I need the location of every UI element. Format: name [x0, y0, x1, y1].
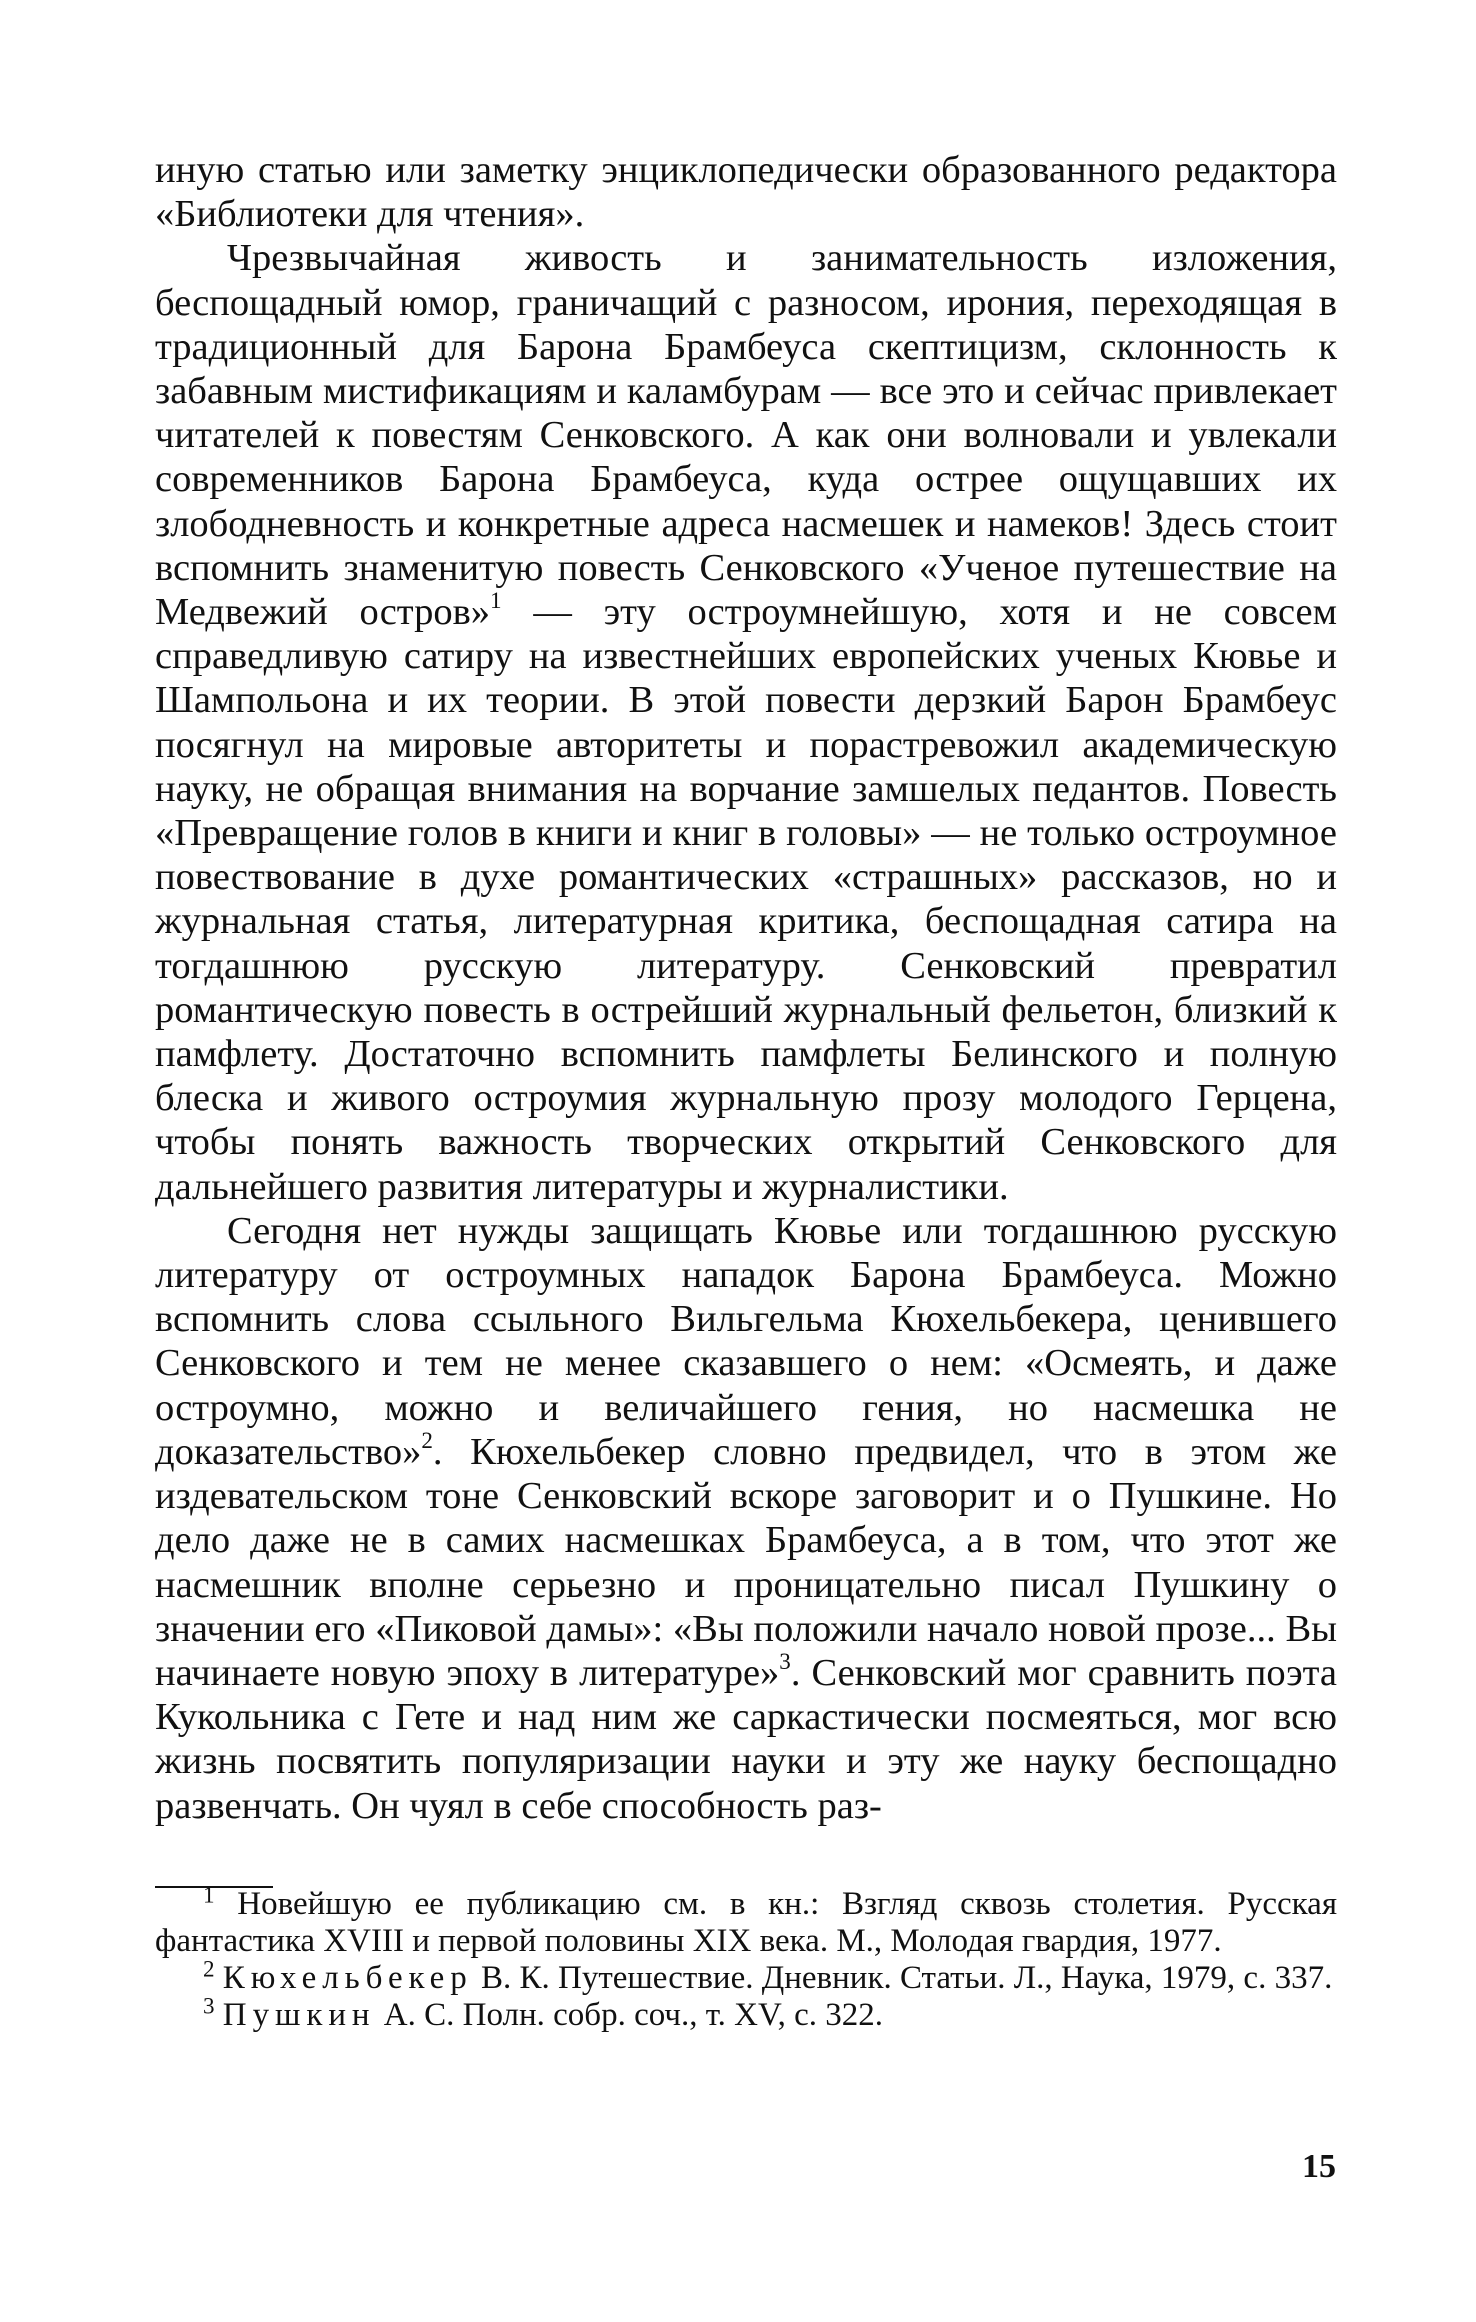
paragraph-text: Чрезвычайная живость и занимательность изложения, беспощадный юмор, граничащий с разносом, ирония, переходящая в традиционный для Барона Брамбеуса скептицизм, склонность к забавным мистификациям и каламбурам — все это и сейчас привлекает читателей к повестям Сенковского. А как они волновали и увлекали современников Барона Брамбеуса, куда острее ощущавших их злободневность и конкретные адреса насмешек и намеков! Здесь стоит вспомнить знаменитую повесть Сенковского «Ученое путешествие на Медвежий остров» — [155, 237, 1337, 634]
paragraph-text: Сегодня нет нужды защищать Кювье или тогдашнюю русскую литературу от остроумных нападок Барона Брамбеуса. Можно вспомнить слова ссыльного Вильгельма Кюхельбекера, ценившего Сенковского и тем не менее сказавшего о нем: «Осмеять, и даже остроумно, можно и величайшего гения, но насмешка не доказательство» — [155, 1209, 1337, 1473]
paragraph-text: — эту остроумнейшую, хотя и не совсем справедливую сатиру на известнейших европейских ученых Кювье и Шампольона и их теории. В этой повести дерзкий Барон Брамбеус посягнул на мировые авторитеты и порастревожил академическую науку, не обращая внимания на ворчание замшелых педантов. Повесть «Превращение голов в книги и книг в головы» — не только остроумное повествование в духе романтических «страшных» рассказов, но и журнальная статья, литературная критика, беспощадная сатира на тогдашнюю русскую литературу. Сенковский превратил романтическую повесть в острейший журнальный фельетон, близкий к памфлету. Достаточно вспомнить памфлеты Белинского и полную блеска и живого остроумия журнальную прозу молодого Герцена, чтобы понять важность творческих открытий Сенковского для дальнейшего развития литературы и журналистики. — [155, 591, 1337, 1208]
footnote-number: 2 — [203, 1955, 215, 1982]
paragraph-continuation — [155, 148, 1337, 236]
paragraph — [155, 1209, 1337, 1828]
footnote — [155, 1992, 1337, 2034]
footnote-text: Новейшую ее публикацию см. в кн.: Взгляд сквозь столетия. Русская фантастика XVIII и первой половины XIX века. М., Молодая гвардия, 1977. — [155, 1886, 1338, 1959]
main-text — [155, 148, 1337, 1828]
footnote — [155, 1955, 1337, 1997]
footnote-author: Кюхельбекер — [222, 1960, 473, 1996]
footnote-ref: 3 — [779, 1647, 791, 1674]
footnote — [155, 1881, 1338, 1960]
paragraph — [155, 236, 1337, 1208]
footnote-ref: 1 — [490, 586, 502, 613]
footnote-text: А. С. Полн. собр. соч., т. XV, с. 322. — [375, 1997, 883, 2033]
footnote-author: Пушкин — [222, 1997, 376, 2033]
footnote-number: 1 — [203, 1881, 215, 1908]
paragraph-text: . Кюхельбекер словно предвидел, что в этом же издевательском тоне Сенковский вскоре заговорит и о Пушкине. Но дело даже не в самих насмешках Брамбеуса, а в том, что этот же насмешник вполне серьезно и проницательно писал Пушкину о значении его «Пиковой дамы»: «Вы положили начало новой прозе... Вы начинаете новую эпоху в литературе» — [155, 1430, 1337, 1694]
footnote-ref: 2 — [421, 1426, 433, 1453]
paragraph-text: . Сенковский мог сравнить поэта Кукольника с Гете и над ним же саркастически посмеяться, мог всю жизнь посвятить популяризации науки и эту же науку беспощадно развенчать. Он чуял в себе способность раз- — [155, 1651, 1337, 1827]
footnote-text: В. К. Путешествие. Дневник. Статьи. Л., Наука, 1979, с. 337. — [472, 1960, 1333, 1996]
footnote-number: 3 — [203, 1992, 215, 2019]
footnotes — [155, 1881, 1338, 2034]
page-number: 15 — [1302, 2148, 1336, 2185]
paragraph-text: иную статью или заметку энциклопедически образованного редактора «Библиотеки для чтения». — [155, 149, 1337, 236]
